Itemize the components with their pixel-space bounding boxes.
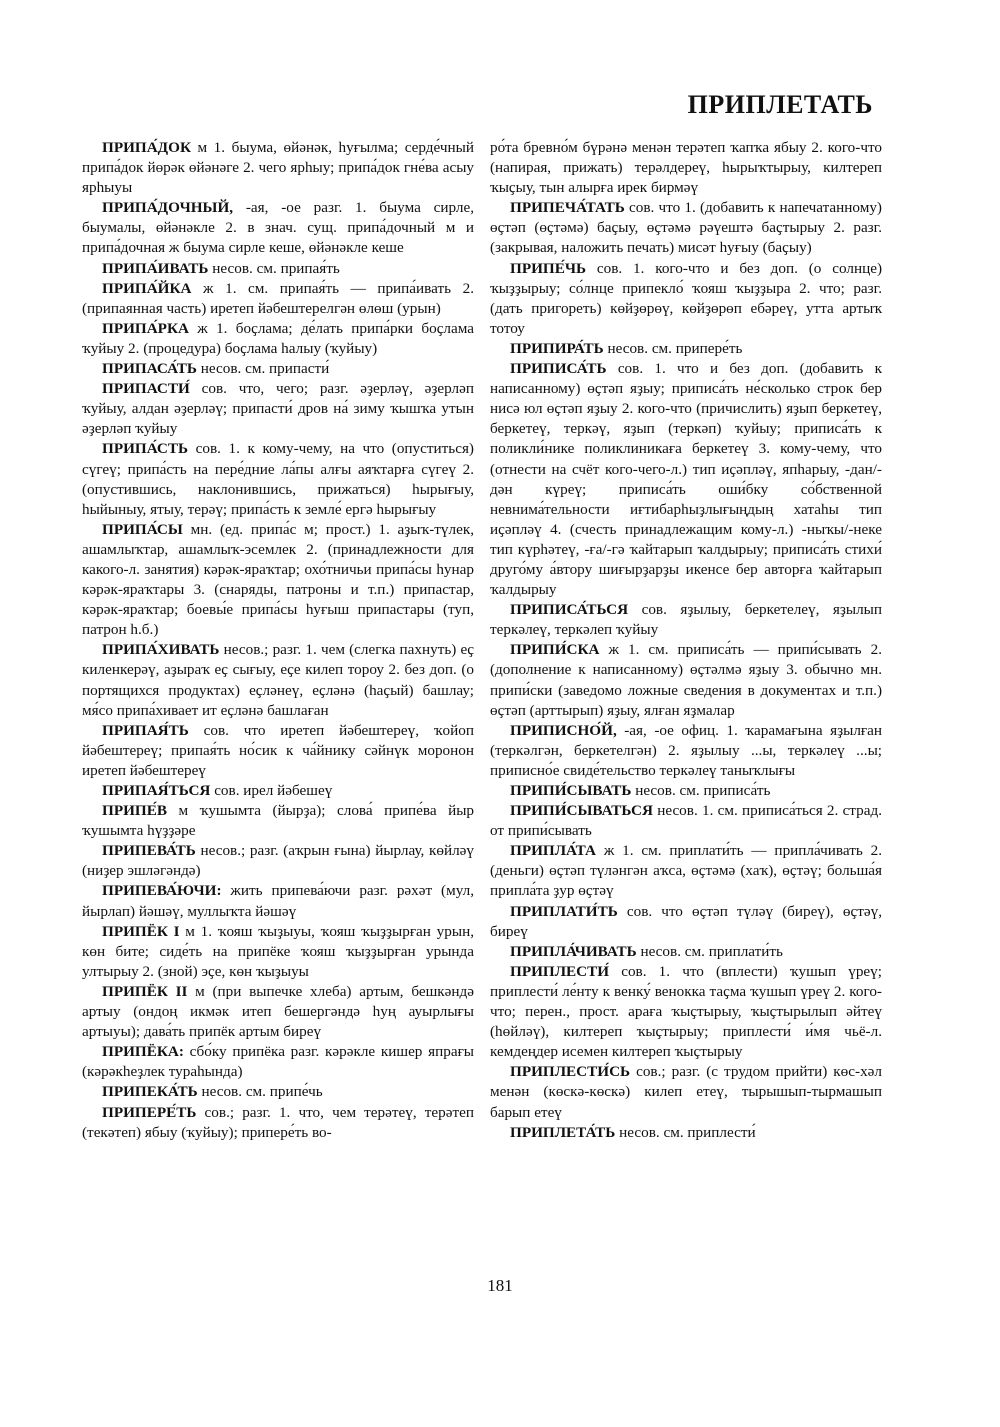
definition: м (при выпечке хлеба) артым, бешкәндә артыу (ондоң икмәк итеп бешергәндә һуң ауырлығы артыуы); дава́ть припёк артым биреү bbox=[82, 982, 474, 1041]
definition: ж 1. см. приписа́ть — припи́сывать 2. (дополнение к написанному) өҫтәлмә яҙыу 3. обычно мн. припи́ски (заведомо ложные сведения в документах и т.п.) өҫтәп (арттырып) яҙыу, ялған яҙмалар bbox=[490, 641, 882, 719]
entry bbox=[490, 841, 882, 901]
entry bbox=[82, 841, 474, 881]
entry bbox=[82, 379, 474, 439]
page-number: 181 bbox=[487, 1276, 513, 1295]
definition: -ая, -ое разг. 1. быума сирле, быумалы, өйәнәкле 2. в знач. сущ. припа́дочный м и припа́дочная ж быума сирле кеше, өйәнәкле кеше bbox=[82, 199, 474, 257]
entry bbox=[82, 982, 474, 1042]
definition: жить припева́ючи разг. рәхәт (мул, йырлап) йәшәү, муллыҡта йәшәү bbox=[82, 882, 474, 920]
headword: ПРИПЁК II bbox=[102, 982, 188, 1000]
entry bbox=[490, 259, 882, 339]
definition: мн. (ед. припа́с м; прост.) 1. аҙыҡ-түлек, ашамлыҡтар, ашамлыҡ-эсемлек 2. (принадлежности для какого-л. занятия) кәрәк-яраҡтар; охо́тничьи припа́сы һунар кәрәк-яраҡтары 3. (снаряды, патроны и т.п.) припастар, кәрәк-яраҡтар; боевы́е припа́сы һуғыш припастары (туп, патрон һ.б.) bbox=[82, 520, 474, 639]
entry bbox=[82, 721, 474, 781]
definition: сов. что, чего; разг. әҙерләү, әҙерләп ҡуйыу, алдан әҙерләү; припасти́ дров на́ зиму ҡышҡа утын әҙерләп ҡуйыу bbox=[82, 380, 474, 438]
entry bbox=[490, 600, 882, 640]
definition: сов. что өҫтәп түләү (биреү), өҫтәү, биреү bbox=[490, 902, 882, 940]
definition: сбо́ку припёка разг. кәрәкле кишер япрағы (кәрәкһеҙлек тураһында) bbox=[82, 1043, 474, 1081]
definition: ж 1. см. приплати́ть — припла́чивать 2. (деньги) өҫтәп түләнгән аҡса, өҫтәмә (хаҡ), өҫтәү; больша́я припла́та ҙур өҫтәү bbox=[490, 842, 882, 900]
definition: сов. ирел йәбешеү bbox=[210, 782, 333, 799]
headword: ПРИПА́ИВАТЬ bbox=[102, 259, 209, 277]
definition: несов.; разг. 1. чем (слегка пахнуть) еҫ киленкерәү, аҙыраҡ еҫ сығыу, еҫе килеп тороу 2. без доп. (о портящихся продуктах) еҫләнеү, еҫләнә (һаҫый) башлау; мя́со припа́хивает ит еҫләнә башлаған bbox=[82, 641, 474, 719]
headword: ПРИПА́ХИВАТЬ bbox=[102, 641, 220, 659]
headword: ПРИПА́СЫ bbox=[102, 520, 183, 538]
entry bbox=[82, 1103, 474, 1143]
entry bbox=[490, 640, 882, 720]
headword: ПРИПЕКА́ТЬ bbox=[102, 1083, 198, 1101]
headword: ПРИПЛА́ЧИВАТЬ bbox=[510, 942, 637, 960]
definition: сов. что 1. (добавить к напечатанному) өҫтәп (өҫтәмә) баҫыу, өҫтәмә рәүештә баҫтырыу 2. разг. (закрывая, наложить печать) мисәт һуғыу (баҫыу) bbox=[490, 199, 882, 257]
headword: ПРИПЕЧА́ТАТЬ bbox=[510, 199, 625, 217]
definition: сов.; разг. 1. что, чем терәтеү, терәтеп (текәтеп) ябыу (ҡуйыу); припере́ть во- bbox=[82, 1103, 474, 1141]
definition: несов. см. припере́ть bbox=[603, 339, 743, 357]
headword: ПРИПА́ДОК bbox=[102, 139, 191, 156]
definition: м 1. ҡояш ҡыҙыуы, ҡояш ҡыҙҙырған урын, көн бите; сиде́ть на припёке ҡояш ҡыҙҙырған урында ултырыу 2. (зной) эҫе, көн ҡыҙыуы bbox=[82, 922, 474, 980]
definition: ж 1. см. припая́ть — припа́ивать 2. (припаянная часть) иретеп йәбештерелгән өлөш (урын) bbox=[82, 279, 474, 317]
entry bbox=[82, 1082, 474, 1102]
headword: ПРИПАСТИ́ bbox=[102, 380, 190, 398]
definition: несов. см. припая́ть bbox=[208, 259, 340, 277]
entry bbox=[82, 279, 474, 319]
definition: несов. см. припе́чь bbox=[197, 1083, 323, 1101]
headword: ПРИПИ́СЫВАТЬ bbox=[510, 782, 632, 799]
headword: ПРИПЕРЕ́ТЬ bbox=[102, 1103, 197, 1121]
entry bbox=[490, 962, 882, 1062]
headword: ПРИПЕ́ЧЬ bbox=[510, 259, 587, 277]
headword: ПРИПЁК I bbox=[102, 922, 180, 940]
headword: ПРИПЛЕТА́ТЬ bbox=[510, 1123, 616, 1141]
entry bbox=[82, 319, 474, 359]
entry bbox=[490, 198, 882, 258]
definition: несов. см. припасти́ bbox=[196, 360, 330, 378]
definition: ж 1. боҫлама; де́лать припа́рки боҫлама ҡуйыу 2. (процедура) боҫлама һалыу (ҡуйыу) bbox=[82, 319, 474, 357]
entry bbox=[490, 359, 882, 600]
definition: сов. что иретеп йәбештереү, ҡойоп йәбештереү; припая́ть но́сик к ча́йнику сәйнүк моронон иретеп йәбештереү bbox=[82, 721, 474, 779]
headword: ПРИПЕ́В bbox=[102, 802, 167, 820]
entry bbox=[490, 801, 882, 841]
entry bbox=[82, 138, 474, 198]
definition: сов. 1. к кому-чему, на что (опуститься) сүгеү; припа́сть на пере́дние ла́пы алғы аяҡтарға сүгеү 2. (опустившись, наклонившись, прижаться) һырығыу, һыйыныу, ятыу, терәү; припа́сть к земле́ ергә һырығыу bbox=[82, 440, 474, 518]
headword: ПРИПАЯ́ТЬ bbox=[102, 721, 189, 739]
definition: несов.; разг. (аҡрын ғына) йырлау, көйләү (ниҙер эшләгәндә) bbox=[82, 842, 474, 880]
entry bbox=[490, 1062, 882, 1122]
headword: ПРИПИ́СЫВАТЬСЯ bbox=[510, 802, 653, 820]
definition: сов. яҙылыу, беркетелеү, яҙылып теркәлеү, теркәлеп ҡуйыу bbox=[490, 601, 882, 639]
definition: м 1. быума, өйәнәк, һуғылма; серде́чный припа́док йөрәк өйәнәге 2. чего ярһыу; припа́док гне́ва асыу ярһыуы bbox=[82, 139, 474, 197]
entry bbox=[82, 198, 474, 258]
entry bbox=[490, 942, 882, 962]
headword: ПРИПИРА́ТЬ bbox=[510, 339, 604, 357]
entry-continuation bbox=[490, 138, 882, 198]
entry bbox=[82, 640, 474, 720]
entry bbox=[82, 801, 474, 841]
definition: несов. см. приписа́ть bbox=[631, 782, 771, 799]
headword: ПРИПА́ЙКА bbox=[102, 279, 192, 297]
definition: ро́та бревно́м бүрәнә менән терәтеп ҡапҡа ябыу 2. кого-что (напирая, прижать) терәлдереү, һырыҡтырыу, килтереп ҡыҫыу, тын алырға ирек бирмәү bbox=[490, 139, 882, 197]
headword: ПРИПА́РКА bbox=[102, 319, 189, 337]
entry bbox=[490, 339, 882, 359]
headword: ПРИПИСНО́Й, bbox=[510, 721, 617, 739]
definition: -ая, -ое офиц. 1. ҡарамағына яҙылған (теркәлгән, беркетелгән) 2. яҙылыу ...ы, теркәлеү ...ы; приписно́е свиде́тельство теркәлеү таныҡлығы bbox=[490, 721, 882, 779]
headword: ПРИПЛЕСТИ́СЬ bbox=[510, 1063, 631, 1081]
headword: ПРИПА́ДОЧНЫЙ, bbox=[102, 199, 234, 217]
entry bbox=[490, 781, 882, 801]
definition: м ҡушымта (йырҙа); слова́ припе́ва йыр ҡушымта һүҙҙәре bbox=[82, 802, 474, 840]
entry bbox=[82, 259, 474, 279]
headword: ПРИПИСА́ТЬСЯ bbox=[510, 601, 629, 619]
headword: ПРИПЛЕСТИ́ bbox=[510, 962, 610, 980]
entry bbox=[490, 1123, 882, 1143]
entry bbox=[82, 1042, 474, 1082]
running-head: ПРИПЛЕТАТЬ bbox=[687, 90, 873, 119]
entry bbox=[82, 881, 474, 921]
headword: ПРИПАЯ́ТЬСЯ bbox=[102, 782, 211, 799]
headword: ПРИПЛАТИ́ТЬ bbox=[510, 902, 618, 920]
entry bbox=[82, 520, 474, 641]
entry bbox=[82, 359, 474, 379]
entry bbox=[490, 721, 882, 781]
entry bbox=[82, 922, 474, 982]
definition: сов. 1. кого-что и без доп. (о солнце) ҡыҙҙырыу; со́лнце припекло́ ҡояш ҡыҙҙыра 2. что; разг. (дать пригореть) көйҙөрөү, көйҙөрөп ебәреү, утта артыҡ тотоу bbox=[490, 259, 882, 337]
headword: ПРИПИСА́ТЬ bbox=[510, 360, 607, 378]
definition: сов. 1. что и без доп. (добавить к написанному) өҫтәп яҙыу; приписа́ть не́сколько строк бер нисә юл өҫтәп яҙыу 2. кого-что (причислить) яҙып беркетеү, беркетеү, теркәү, яҙып (теркәп) ҡуйыу; приписа́ть к поликли́нике поликлиникаға беркетеү 3. кому-чему, что (отнести на счёт кого-чего-л.) тип иҫәпләү, япһарыу, -дан/-дән күреү; приписа́ть оши́бку со́бственной невнима́тельности иғтибарһыҙлығыңдың хатаһы тип иҫәпләү 4. (счесть принадлежащим кому-л.) -ныҡы/-неке тип күрһәтеү, -ға/-гә ҡайтарып ҡалдырыу; приписа́ть стихи́ друго́му а́втору шиғырҙарҙы икенсе бер авторға ҡайтарып ҡалдырыу bbox=[490, 360, 882, 599]
headword: ПРИПАСА́ТЬ bbox=[102, 360, 197, 378]
headword: ПРИПЛА́ТА bbox=[510, 842, 597, 860]
headword: ПРИПЕВА́ТЬ bbox=[102, 842, 196, 860]
entry bbox=[82, 439, 474, 519]
definition: несов. см. приплести́ bbox=[615, 1123, 756, 1141]
headword: ПРИПЕВА́ЮЧИ: bbox=[102, 882, 222, 900]
entry bbox=[82, 781, 474, 801]
definition: несов. см. приплати́ть bbox=[636, 942, 783, 960]
left-column bbox=[82, 138, 474, 1143]
definition: сов.; разг. (с трудом прийти) көс-хәл менән (көскә-көскә) килеп етеү, тырышып-тырмашып барып етеү bbox=[490, 1063, 882, 1121]
right-column bbox=[490, 138, 882, 1143]
headword: ПРИПА́СТЬ bbox=[102, 440, 189, 458]
entry bbox=[490, 902, 882, 942]
headword: ПРИПИ́СКА bbox=[510, 641, 600, 659]
definition: несов. 1. см. приписа́ться 2. страд. от припи́сывать bbox=[490, 802, 882, 840]
definition: сов. 1. что (вплести) ҡушып үреү; приплести́ ле́нту к венку́ венокка таҫма ҡушып үреү 2. кого-что; перен., прост. араға ҡыҫтырыу, ҡыҫтырылып әйтеү (һөйләү), килтереп ҡыҫтырыу; приплести́ и́мя чьё-л. кемдеңдер исемен килтереп ҡыҫтырыу bbox=[490, 962, 882, 1061]
headword: ПРИПЁКА: bbox=[102, 1043, 184, 1061]
